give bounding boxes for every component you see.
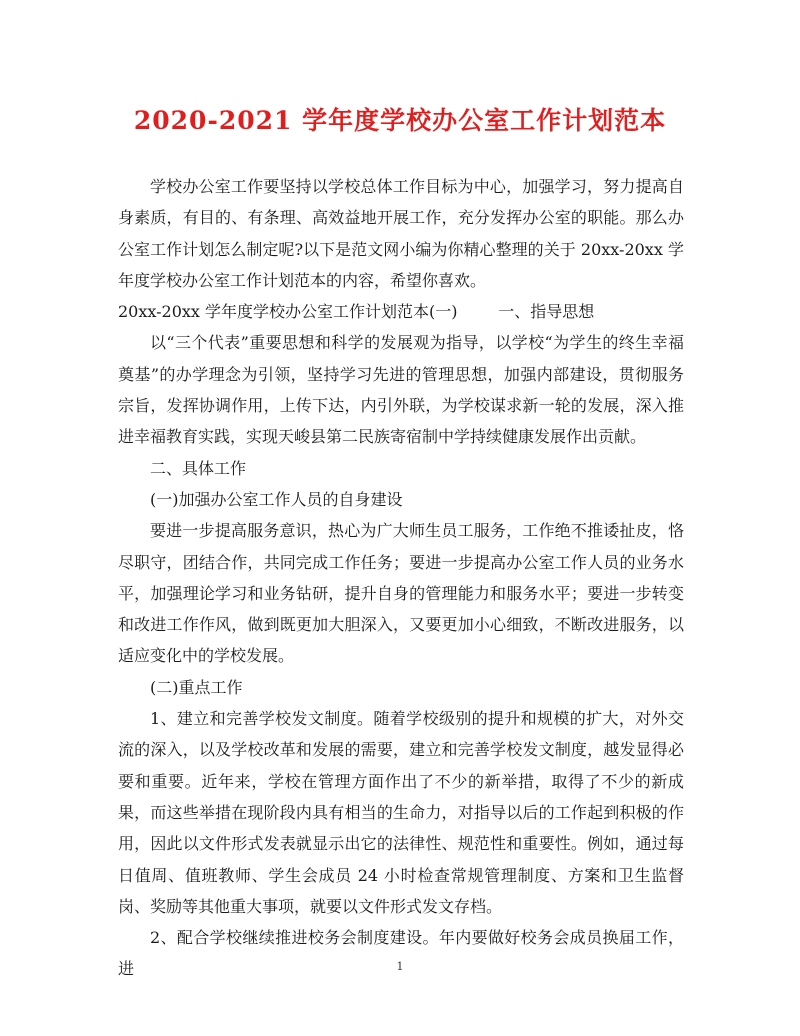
paragraph-self-building: 要进一步提高服务意识，热心为广大师生员工服务，工作绝不推诿扯皮，恪尽职守，团结合作，共同完成工作任务；要进一步提高办公室工作人员的业务水平，加强理论学习和业务钻研，提升自身的管理能力和服务水平；要进一步转变和改进工作作风，做到既更加大胆深入，又要更加小心细致，不断改进服务，以适应变化中的学校发展。 (118, 521, 684, 666)
heading-specific-work: 二、具体工作 (150, 458, 247, 478)
guiding-paragraph: 以“三个代表”重要思想和科学的发展观为指导，以学校“为学生的终生幸福奠基”的办学理念为引领，坚持学习先进的管理思想，加强内部建设，贯彻服务宗旨，发挥协调作用，上传下达，内引外联，为学校谋求新一轮的发展，深入推进幸福教育实践，实现天峻县第二民族寄宿制中学持续健康发展作出贡献。 (118, 333, 684, 447)
sub-heading-self-building: (一)加强办公室工作人员的自身建设 (150, 489, 403, 509)
page-number: 1 (396, 960, 404, 973)
section-heading-title: 20xx-20xx 学年度学校办公室工作计划范本(一) (118, 302, 458, 322)
intro-paragraph: 学校办公室工作要坚持以学校总体工作目标为中心，加强学习，努力提高自身素质，有目的、有条理、高效益地开展工作，充分发挥办公室的职能。那么办公室工作计划怎么制定呢?以下是范文网小编为你精心整理的关于 20xx-20xx 学年度学校办公室工作计划范本的内容，希望你喜欢。 (118, 177, 684, 290)
section-heading-guiding: 一、指导思想 (498, 302, 595, 322)
sub-heading-key-work: (二)重点工作 (150, 677, 243, 697)
paragraph-school-council: 2、配合学校继续推进校务会制度建设。年内要做好校务会成员换届工作，进 (118, 928, 684, 979)
section-heading-line (118, 296, 684, 327)
paragraph-document-system: 1、建立和完善学校发文制度。随着学校级别的提升和规模的扩大，对外交流的深入，以及学校改革和发展的需要，建立和完善学校发文制度，越发显得必要和重要。近年来，学校在管理方面作出了不少的新举措，取得了不少的新成果，而这些举措在现阶段内具有相当的生命力，对指导以后的工作起到积极的作用，因此以文件形式发表就显示出它的法律性、规范性和重要性。例如，通过每日值周、值班教师、学生会成员 24 小时检查常规管理制度、方案和卫生监督岗、奖励等其他重大事项，就要以文件形式发文存档。 (118, 709, 684, 916)
document-body (118, 171, 684, 985)
document-title: 2020-2021 学年度学校办公室工作计划范本 (133, 106, 667, 135)
